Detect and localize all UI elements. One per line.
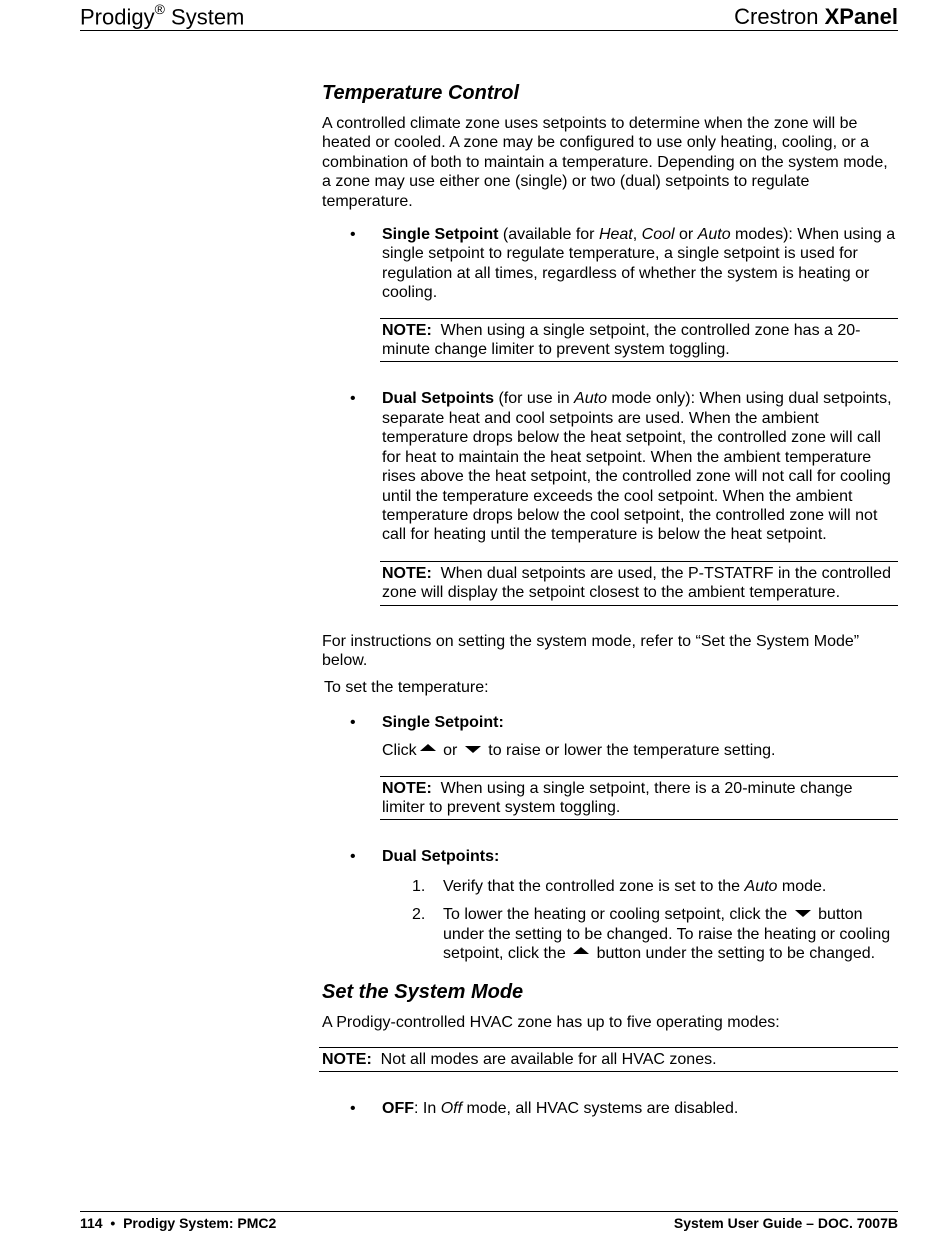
temperature-intro: A controlled climate zone uses setpoints to determine when the zone will be heated or cooled. A zone may be configured to use only heating, cooling, or a combination of both to maintain a temperature. Depending on the system mode, a zone may use either one (single) or two (dual) setpoints to regulate temperature. [322,115,888,210]
page-footer [80,1211,898,1232]
triangle-down-icon [795,910,811,917]
page-number: 114 [80,1215,103,1231]
numbered-step: 2. To lower the heating or cooling setpoint, click the button under the setting to be changed. To raise the heating or cooling setpoint, click the button under the setting to be changed. [412,906,891,962]
set-system-mode-heading: Set the System Mode [322,981,524,1004]
bullet-icon: • [350,390,356,408]
header-left: Prodigy® System [80,0,245,29]
list-item-dual-setpoints-step: • Dual Setpoints: [350,848,500,866]
triangle-up-icon [420,744,436,751]
header-right: Crestron XPanel [734,4,898,29]
page-header [80,2,898,31]
temperature-control-heading: Temperature Control [322,82,520,104]
system-mode-reference: For instructions on setting the system mode, refer to “Set the System Mode” below. [322,632,860,669]
to-set-temperature-label: To set the temperature: [324,679,489,697]
footer-right: System User Guide – DOC. 7007B [673,1215,898,1231]
note-box: NOTE: When using a single setpoint, the controlled zone has a 20-minute change limiter to prevent system toggling. [380,318,898,363]
list-item-off-mode: • OFF: In Off mode, all HVAC systems are disabled. [350,1100,739,1118]
triangle-up-icon [573,947,589,954]
bullet-icon: • [350,1100,356,1118]
footer-left: 114 • Prodigy System: PMC2 [80,1215,277,1231]
bullet-icon: • [350,713,356,731]
bullet-icon: • [350,226,356,244]
numbered-step: 1. Verify that the controlled zone is set to the Auto mode. [412,877,827,895]
registered-mark: ® [154,0,165,17]
note-box: NOTE: When dual setpoints are used, the P-TSTATRF in the controlled zone will display the setpoint closest to the ambient temperature. [380,561,898,606]
note-box: NOTE: Not all modes are available for all HVAC zones. [319,1047,898,1072]
single-setpoint-instruction: Click or to raise or lower the temperature setting. [382,742,776,760]
list-item-dual-setpoints: • Dual Setpoints (for use in Auto mode only): When using dual setpoints, separate heat and cool setpoints are used. When the ambient temperature drops below the heat setpoint, the controlled zone will call for heat to maintain the heat setpoint. When the ambient temperature rises above the heat setpoint, the controlled zone will not call for cooling until the temperature exceeds the cool setpoint. When the ambient temperature drops below the cool setpoint, the controlled zone will not call for heating until the temperature is below the heat setpoint. [350,390,892,544]
system-mode-intro: A Prodigy-controlled HVAC zone has up to five operating modes: [322,1014,780,1032]
triangle-down-icon [465,746,481,753]
note-box: NOTE: When using a single setpoint, there is a 20-minute change limiter to prevent system toggling. [380,776,898,821]
bullet-icon: • [350,848,356,866]
list-item-single-setpoint: • Single Setpoint (available for Heat, Cool or Auto modes): When using a single setpoint to regulate temperature, a single setpoint is used for regulation at all times, regardless of whether the system is heating or cooling. [350,226,896,302]
page-content [322,80,898,1119]
list-item-single-setpoint-step: • Single Setpoint: [350,713,504,731]
